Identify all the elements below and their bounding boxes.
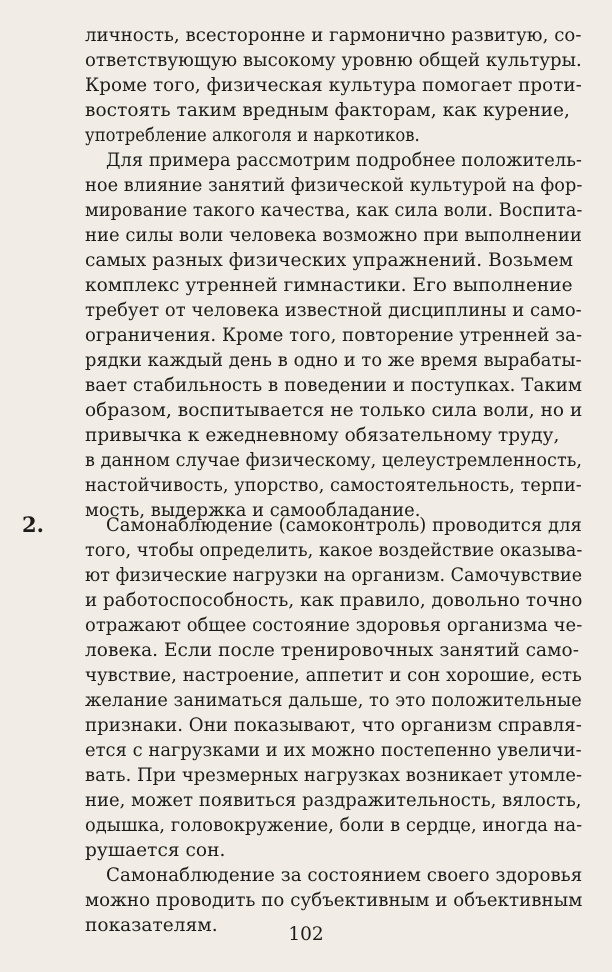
item-number: 2. [22, 512, 44, 537]
text-line: рядки каждый день в одно и то же время вырабаты- [85, 350, 582, 371]
text-line: ется с нагрузками и их можно постепенно увеличи- [85, 740, 582, 761]
text-line: вает стабильность в поведении и поступках. Таким [85, 375, 583, 396]
text-line: ют физические нагрузки на организм. Самочувствие [85, 565, 583, 586]
text-line: востоять таким вредным факторам, как курение, [85, 100, 570, 121]
text-line: настойчивость, упорство, самостоятельность, терпи- [85, 475, 582, 496]
text-line: отражают общее состояние здоровья организма че- [85, 615, 583, 636]
text-line: личность, всесторонне и гармонично развитую, со- [85, 25, 582, 46]
text-line: можно проводить по субъективным и объективным [85, 890, 583, 911]
text-line: мость, выдержка и самообладание. [85, 500, 421, 521]
text-line: ловека. Если после тренировочных занятий само- [85, 640, 580, 661]
text-line: признаки. Они показывают, что организм справля- [85, 715, 582, 736]
page-number: 102 [288, 924, 324, 945]
text-line: рушается сон. [85, 840, 226, 861]
text-line: ответствующую высокому уровню общей культуры. [85, 50, 582, 71]
text-line: и работоспособность, как правило, довольно точно [85, 590, 583, 611]
text-line: Самонаблюдение (самоконтроль) проводится для [106, 515, 582, 536]
text-line: требует от человека известной дисциплины и само- [85, 300, 582, 321]
text-line: ное влияние занятий физической культурой на фор- [85, 175, 583, 196]
text-line: употребление алкоголя и наркотиков. [85, 125, 420, 146]
text-line: желание заниматься дальше, то это положительные [85, 690, 582, 711]
text-line: ние, может появиться раздражительность, вялость, [85, 790, 582, 811]
text-line: Для примера рассмотрим подробнее положитель- [106, 150, 582, 171]
text-line: в данном случае физическому, целеустремленность, [85, 450, 583, 471]
text-line: Кроме того, физическая культура помогает проти- [85, 75, 582, 96]
text-line: привычка к ежедневному обязательному труду, [85, 425, 560, 446]
text-line: того, чтобы определить, какое воздействие оказыва- [85, 540, 583, 561]
text-line: чувствие, настроение, аппетит и сон хорошие, есть [85, 665, 582, 686]
text-line: комплекс утренней гимнастики. Его выполнение [85, 275, 573, 296]
text-line: ограничения. Кроме того, повторение утренней за- [85, 325, 583, 346]
text-line: показателям. [85, 915, 218, 936]
text-line: мирование такого качества, как сила воли. Воспита- [85, 200, 583, 221]
text-line: образом, воспитывается не только сила воли, но и [85, 400, 583, 421]
text-line: одышка, головокружение, боли в сердце, иногда на- [85, 815, 583, 836]
text-line: Самонаблюдение за состоянием своего здоровья [106, 865, 583, 886]
text-line: самых разных физических упражнений. Возьмем [85, 250, 574, 271]
text-line: вать. При чрезмерных нагрузках возникает утомле- [85, 765, 583, 786]
text-line: ние силы воли человека возможно при выполнении [85, 225, 582, 246]
